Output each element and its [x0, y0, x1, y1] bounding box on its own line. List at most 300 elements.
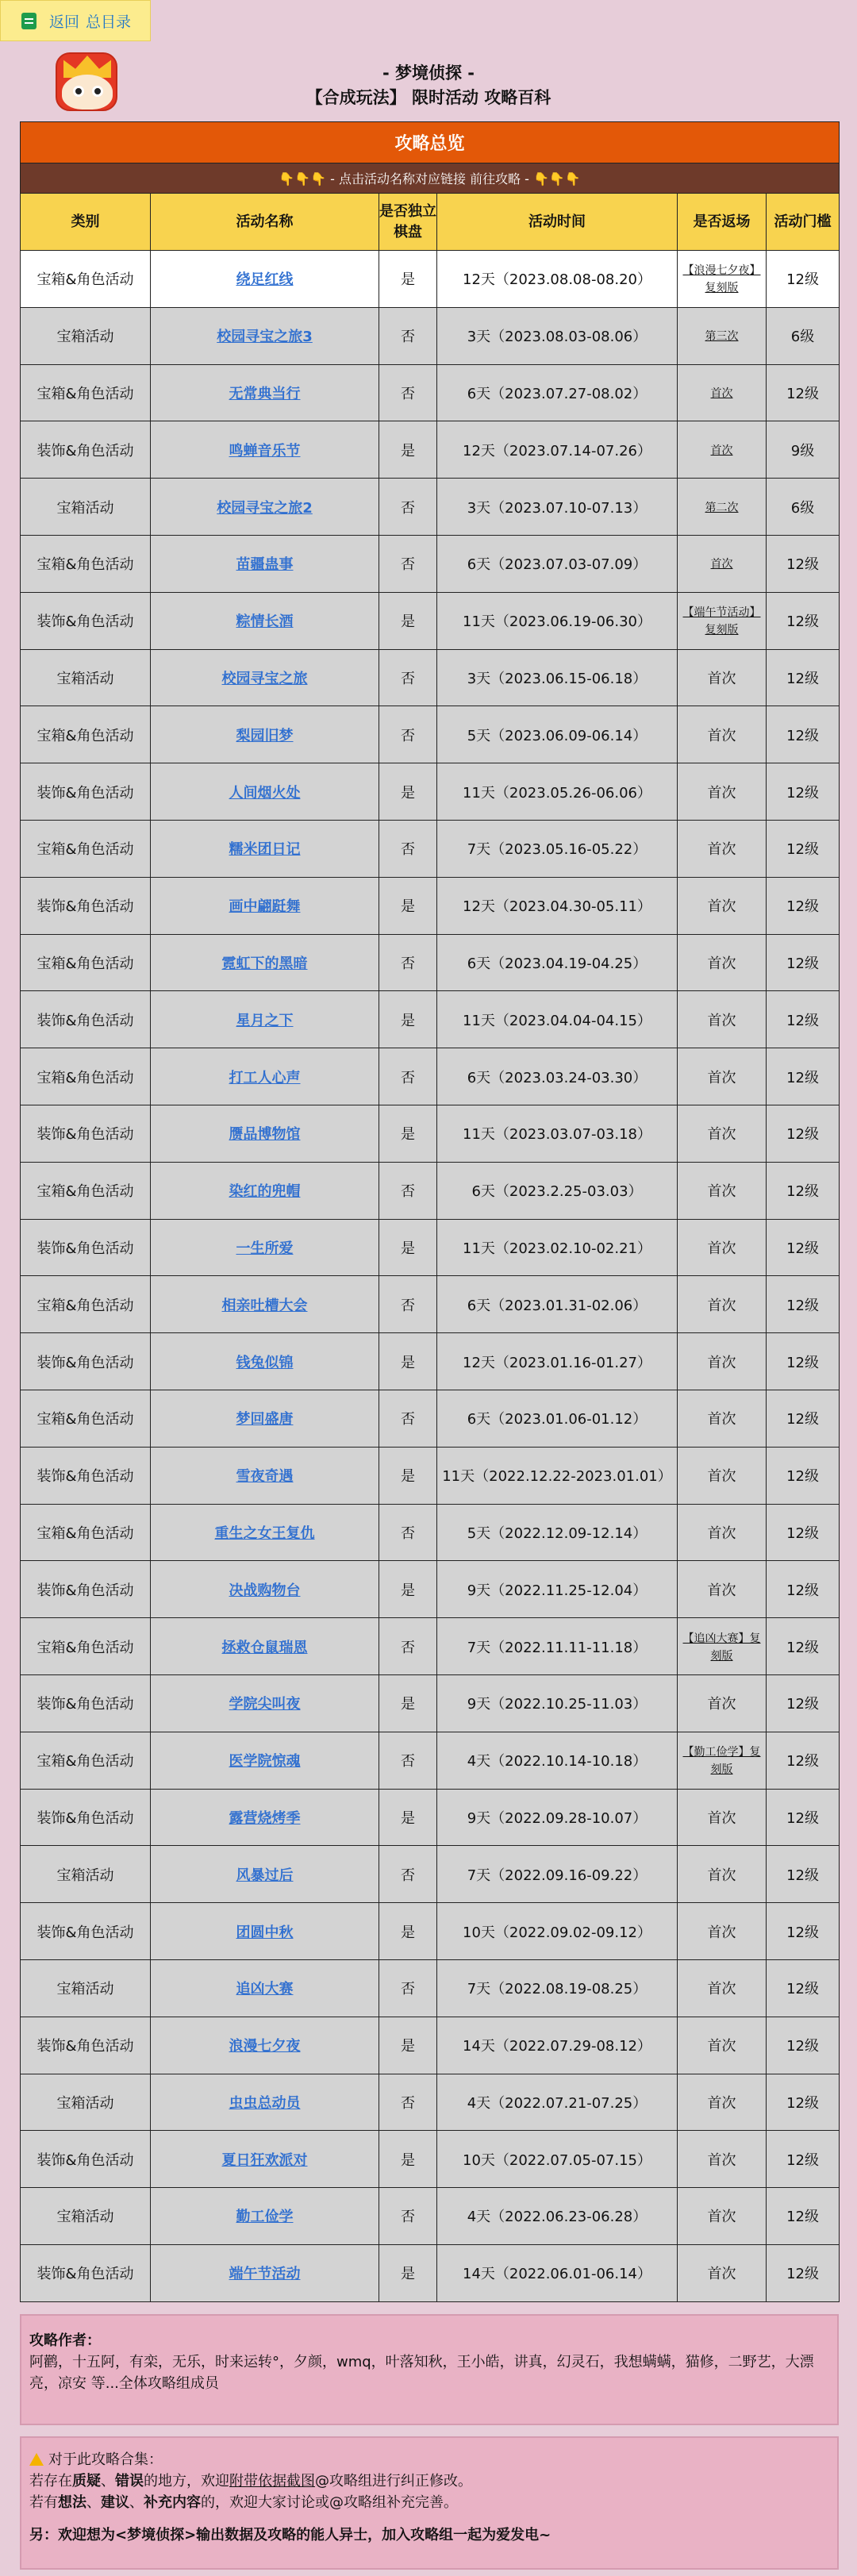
time-cell: 6天（2023.01.31-02.06）: [437, 1276, 678, 1333]
level-cell: 12级: [767, 1789, 840, 1846]
authors-heading: 攻略作者：: [29, 2332, 101, 2349]
level-cell: 6级: [767, 479, 840, 536]
activity-name-cell: [151, 2188, 379, 2245]
table-row: [21, 1333, 840, 1390]
table-row: [21, 1447, 840, 1504]
category-cell: 装饰&角色活动: [21, 1333, 151, 1390]
independent-cell: 是: [379, 592, 437, 649]
independent-cell: 是: [379, 1219, 437, 1276]
time-cell: 7天（2022.08.19-08.25）: [437, 1959, 678, 2017]
table-row: [21, 1846, 840, 1903]
level-cell: 12级: [767, 1447, 840, 1504]
rerun-cell: [678, 706, 767, 763]
activity-link[interactable]: 星月之下: [236, 1012, 294, 1029]
rerun-cell: [678, 592, 767, 649]
notes-intro: 对于此攻略合集：: [48, 2451, 163, 2468]
category-cell: 宝箱活动: [21, 2188, 151, 2245]
independent-cell: 否: [379, 479, 437, 536]
table-row: [21, 1276, 840, 1333]
table-row: [21, 1789, 840, 1846]
rerun-cell: [678, 2131, 767, 2188]
activity-name-cell: [151, 1903, 379, 1960]
level-cell: 12级: [767, 820, 840, 877]
time-cell: 6天（2023.01.06-01.12）: [437, 1390, 678, 1447]
level-cell: 12级: [767, 1732, 840, 1789]
activity-link[interactable]: 学院尖叫夜: [229, 1696, 301, 1713]
rerun-value: 首次: [707, 898, 736, 916]
activity-link[interactable]: 拯救仓鼠瑞恩: [221, 1639, 308, 1656]
independent-cell: 否: [379, 307, 437, 364]
table-row: [21, 1504, 840, 1561]
activity-name-cell: [151, 307, 379, 364]
time-cell: 7天（2023.05.16-05.22）: [437, 820, 678, 877]
level-cell: 12级: [767, 2188, 840, 2245]
category-cell: 装饰&角色活动: [21, 877, 151, 934]
column-header: 活动门槛: [767, 194, 840, 251]
time-cell: 3天（2023.06.15-06.18）: [437, 649, 678, 706]
activity-name-cell: [151, 763, 379, 821]
rerun-value: 首次: [707, 784, 736, 802]
time-cell: 12天（2023.01.16-01.27）: [437, 1333, 678, 1390]
rerun-value: 首次: [707, 1468, 736, 1486]
back-to-index-button[interactable]: [0, 0, 151, 41]
time-cell: 6天（2023.07.27-08.02）: [437, 364, 678, 421]
independent-cell: 否: [379, 1162, 437, 1219]
table-row: [21, 251, 840, 308]
category-cell: 装饰&角色活动: [21, 1219, 151, 1276]
time-cell: 6天（2023.07.03-07.09）: [437, 535, 678, 592]
level-cell: 12级: [767, 649, 840, 706]
level-cell: 12级: [767, 1048, 840, 1105]
rerun-cell: [678, 307, 767, 364]
level-cell: 12级: [767, 1959, 840, 2017]
rerun-value: 首次: [707, 670, 736, 687]
independent-cell: 否: [379, 2188, 437, 2245]
category-cell: 装饰&角色活动: [21, 1903, 151, 1960]
rerun-value: 【浪漫七夕夜】复刻版: [682, 264, 761, 295]
independent-cell: 否: [379, 2074, 437, 2131]
rerun-cell: [678, 1732, 767, 1789]
rerun-cell: [678, 1504, 767, 1561]
level-cell: 12级: [767, 592, 840, 649]
activity-name-cell: [151, 1789, 379, 1846]
rerun-value: 首次: [707, 2151, 736, 2169]
activity-name-cell: [151, 1447, 379, 1504]
time-cell: 14天（2022.07.29-08.12）: [437, 2017, 678, 2074]
independent-cell: 是: [379, 991, 437, 1048]
rerun-cell: [678, 2074, 767, 2131]
category-cell: 装饰&角色活动: [21, 991, 151, 1048]
independent-cell: 否: [379, 535, 437, 592]
authors-names: 阿鹳，十五阿，有栾，无乐，时来运转°，夕颜，wmq，叶落知秋，王小皓，讲真，幻灵石，我想螨螨，猫修，二野艺，大漂亮，凉安 等...全体攻略组成员: [29, 2354, 814, 2392]
activity-link[interactable]: 虫虫总动员: [229, 2094, 301, 2112]
category-cell: 宝箱&角色活动: [21, 1162, 151, 1219]
level-cell: 9级: [767, 421, 840, 479]
independent-cell: 是: [379, 2131, 437, 2188]
rerun-value: 首次: [707, 1809, 736, 1827]
independent-cell: 是: [379, 1105, 437, 1162]
level-cell: 12级: [767, 877, 840, 934]
level-cell: 12级: [767, 1162, 840, 1219]
rerun-value: 首次: [707, 1696, 736, 1713]
rerun-cell: [678, 820, 767, 877]
level-cell: 12级: [767, 706, 840, 763]
independent-cell: 否: [379, 820, 437, 877]
time-cell: 9天（2022.11.25-12.04）: [437, 1561, 678, 1618]
rerun-cell: [678, 934, 767, 991]
independent-cell: 是: [379, 251, 437, 308]
category-cell: 宝箱&角色活动: [21, 535, 151, 592]
level-cell: 12级: [767, 763, 840, 821]
category-cell: 宝箱&角色活动: [21, 1048, 151, 1105]
level-cell: 12级: [767, 2244, 840, 2301]
independent-cell: 是: [379, 1903, 437, 1960]
independent-cell: 是: [379, 421, 437, 479]
time-cell: 10天（2022.07.05-07.15）: [437, 2131, 678, 2188]
rerun-cell: [678, 1105, 767, 1162]
activity-link[interactable]: 鸣蝉音乐节: [229, 442, 301, 459]
rerun-value: 首次: [707, 1524, 736, 1542]
rerun-cell: [678, 1561, 767, 1618]
activity-link[interactable]: 钱兔似锦: [236, 1354, 294, 1371]
activity-link[interactable]: 校园寻宝之旅2: [217, 499, 313, 517]
activity-link[interactable]: 粽情长酒: [236, 613, 294, 631]
activity-link[interactable]: 霓虹下的黑暗: [221, 955, 308, 972]
rerun-value: 首次: [710, 558, 733, 571]
activity-name-cell: [151, 1846, 379, 1903]
time-cell: 6天（2023.03.24-03.30）: [437, 1048, 678, 1105]
time-cell: 9天（2022.10.25-11.03）: [437, 1674, 678, 1732]
category-cell: 装饰&角色活动: [21, 2244, 151, 2301]
activity-name-cell: [151, 251, 379, 308]
activity-link[interactable]: 梦回盛唐: [236, 1411, 294, 1428]
independent-cell: 是: [379, 877, 437, 934]
category-cell: 装饰&角色活动: [21, 1561, 151, 1618]
category-cell: 宝箱活动: [21, 1959, 151, 2017]
time-cell: 5天（2022.12.09-12.14）: [437, 1504, 678, 1561]
rerun-value: 首次: [707, 2266, 736, 2283]
time-cell: 14天（2022.06.01-06.14）: [437, 2244, 678, 2301]
activity-name-cell: [151, 1959, 379, 2017]
activity-link[interactable]: 团圆中秋: [236, 1924, 294, 1941]
activity-name-cell: [151, 1504, 379, 1561]
time-cell: 3天（2023.07.10-07.13）: [437, 479, 678, 536]
activity-name-cell: [151, 934, 379, 991]
activity-name-cell: [151, 479, 379, 536]
category-cell: 装饰&角色活动: [21, 2131, 151, 2188]
activity-link[interactable]: 一生所爱: [236, 1240, 294, 1257]
activity-name-cell: [151, 1561, 379, 1618]
independent-cell: 是: [379, 2244, 437, 2301]
table-row: [21, 364, 840, 421]
level-cell: 12级: [767, 1276, 840, 1333]
category-cell: 宝箱&角色活动: [21, 934, 151, 991]
independent-cell: 否: [379, 1276, 437, 1333]
independent-cell: 是: [379, 1561, 437, 1618]
level-cell: 12级: [767, 364, 840, 421]
rerun-value: 第三次: [705, 330, 739, 344]
time-cell: 11天（2023.04.04-04.15）: [437, 991, 678, 1048]
activity-name-cell: [151, 421, 379, 479]
activity-link[interactable]: 医学院惊魂: [229, 1753, 301, 1771]
rerun-value: 首次: [707, 1012, 736, 1029]
level-cell: 12级: [767, 1333, 840, 1390]
rerun-cell: [678, 1789, 767, 1846]
category-cell: 宝箱&角色活动: [21, 1732, 151, 1789]
level-cell: 12级: [767, 1219, 840, 1276]
time-cell: 10天（2022.09.02-09.12）: [437, 1903, 678, 1960]
category-cell: 宝箱活动: [21, 307, 151, 364]
table-row: [21, 877, 840, 934]
activity-link[interactable]: 夏日狂欢派对: [221, 2151, 308, 2169]
rerun-value: 【勤工俭学】复刻版: [682, 1746, 761, 1777]
category-cell: 装饰&角色活动: [21, 1789, 151, 1846]
table-row: [21, 1903, 840, 1960]
activity-link[interactable]: 糯米团日记: [229, 841, 301, 859]
activity-link[interactable]: 追凶大赛: [236, 1981, 294, 1998]
activity-name-cell: [151, 1162, 379, 1219]
independent-cell: 是: [379, 1447, 437, 1504]
time-cell: 4天（2022.07.21-07.25）: [437, 2074, 678, 2131]
rerun-value: 首次: [707, 2209, 736, 2226]
rerun-cell: [678, 1447, 767, 1504]
activity-link[interactable]: 人间烟火处: [229, 784, 301, 802]
activity-link[interactable]: 无常典当行: [229, 385, 301, 402]
category-cell: 装饰&角色活动: [21, 763, 151, 821]
time-cell: 7天（2022.11.11-11.18）: [437, 1618, 678, 1675]
independent-cell: 否: [379, 1959, 437, 2017]
level-cell: 12级: [767, 251, 840, 308]
category-cell: 宝箱活动: [21, 649, 151, 706]
activity-link[interactable]: 苗疆蛊事: [236, 556, 294, 574]
table-row: [21, 2244, 840, 2301]
level-cell: 12级: [767, 1561, 840, 1618]
activity-link[interactable]: 端午节活动: [229, 2266, 301, 2283]
rerun-cell: [678, 1390, 767, 1447]
activity-name-cell: [151, 592, 379, 649]
index-label: 总目录: [86, 13, 132, 31]
activity-link[interactable]: 露营烧烤季: [229, 1809, 301, 1827]
activity-link[interactable]: 风暴过后: [236, 1867, 294, 1884]
level-cell: 12级: [767, 1846, 840, 1903]
rerun-value: 首次: [707, 1069, 736, 1086]
independent-cell: 否: [379, 1390, 437, 1447]
activity-name-cell: [151, 1219, 379, 1276]
activity-link[interactable]: 校园寻宝之旅: [221, 670, 308, 687]
independent-cell: 否: [379, 1846, 437, 1903]
rerun-value: 首次: [707, 841, 736, 859]
activity-name-cell: [151, 1390, 379, 1447]
activity-link[interactable]: 雪夜奇遇: [236, 1468, 294, 1486]
category-cell: 宝箱活动: [21, 479, 151, 536]
activity-table: [20, 121, 840, 2302]
category-cell: 装饰&角色活动: [21, 1447, 151, 1504]
activity-link[interactable]: 染红的兜帽: [229, 1183, 301, 1201]
activity-name-cell: [151, 706, 379, 763]
activity-link[interactable]: 勤工俭学: [236, 2209, 294, 2226]
category-cell: 装饰&角色活动: [21, 421, 151, 479]
rerun-cell: [678, 763, 767, 821]
level-cell: 12级: [767, 991, 840, 1048]
rerun-value: 首次: [707, 1981, 736, 1998]
independent-cell: 是: [379, 763, 437, 821]
activity-link[interactable]: 浪漫七夕夜: [229, 2038, 301, 2055]
category-cell: 宝箱&角色活动: [21, 1504, 151, 1561]
rerun-value: 【追凶大赛】复刻版: [682, 1632, 761, 1663]
category-cell: 装饰&角色活动: [21, 2017, 151, 2074]
independent-cell: 否: [379, 649, 437, 706]
activity-name-cell: [151, 535, 379, 592]
category-cell: 宝箱&角色活动: [21, 251, 151, 308]
activity-link[interactable]: 校园寻宝之旅3: [217, 329, 313, 346]
activity-link[interactable]: 赝品博物馆: [229, 1126, 301, 1144]
activity-name-cell: [151, 649, 379, 706]
independent-cell: 否: [379, 364, 437, 421]
table-header-row: [21, 194, 840, 251]
level-cell: 12级: [767, 535, 840, 592]
level-cell: 12级: [767, 2017, 840, 2074]
independent-cell: 是: [379, 1333, 437, 1390]
level-cell: 12级: [767, 1674, 840, 1732]
table-row: [21, 1561, 840, 1618]
level-cell: 12级: [767, 1903, 840, 1960]
table-row: [21, 2017, 840, 2074]
table-title: 攻略总览: [21, 122, 840, 163]
table-row: [21, 1959, 840, 2017]
activity-link[interactable]: 梨园旧梦: [236, 727, 294, 744]
level-cell: 12级: [767, 1618, 840, 1675]
rerun-cell: [678, 535, 767, 592]
activity-name-cell: [151, 2244, 379, 2301]
rerun-value: 首次: [707, 1126, 736, 1144]
table-row: [21, 1732, 840, 1789]
time-cell: 4天（2022.06.23-06.28）: [437, 2188, 678, 2245]
activity-name-cell: [151, 2017, 379, 2074]
category-cell: 宝箱&角色活动: [21, 1276, 151, 1333]
table-row: [21, 592, 840, 649]
table-row: [21, 307, 840, 364]
rerun-value: 首次: [707, 955, 736, 972]
page-subtitle: 【合成玩法】 限时活动 攻略百科: [306, 88, 551, 107]
category-cell: 装饰&角色活动: [21, 1105, 151, 1162]
table-row: [21, 1048, 840, 1105]
notes-correction-line: 若存在质疑、错误的地方，欢迎附带依据截图@攻略组进行纠正修改。: [29, 2473, 472, 2489]
document-icon: [21, 13, 37, 29]
rerun-cell: [678, 1333, 767, 1390]
rerun-value: 首次: [707, 1183, 736, 1201]
rerun-value: 首次: [707, 1582, 736, 1599]
rerun-value: 首次: [710, 444, 733, 457]
rerun-cell: [678, 1674, 767, 1732]
back-label: 返回: [49, 13, 80, 31]
level-cell: 12级: [767, 2131, 840, 2188]
table-row: [21, 1162, 840, 1219]
activity-name-cell: [151, 1618, 379, 1675]
time-cell: 9天（2022.09.28-10.07）: [437, 1789, 678, 1846]
level-cell: 12级: [767, 1105, 840, 1162]
column-header: 活动时间: [437, 194, 678, 251]
time-cell: 4天（2022.10.14-10.18）: [437, 1732, 678, 1789]
independent-cell: 否: [379, 934, 437, 991]
rerun-value: 【端午节活动】复刻版: [682, 606, 761, 637]
page-title: - 梦境侦探 -: [382, 63, 475, 83]
table-row: [21, 1219, 840, 1276]
rerun-cell: [678, 1048, 767, 1105]
warning-icon: [29, 2453, 44, 2466]
table-row: [21, 2074, 840, 2131]
table-row: [21, 1674, 840, 1732]
table-row: [21, 535, 840, 592]
rerun-cell: [678, 251, 767, 308]
level-cell: 12级: [767, 2074, 840, 2131]
activity-name-cell: [151, 820, 379, 877]
activity-name-cell: [151, 991, 379, 1048]
activity-link[interactable]: 重生之女王复仇: [214, 1524, 315, 1542]
level-cell: 12级: [767, 1504, 840, 1561]
category-cell: 宝箱&角色活动: [21, 364, 151, 421]
activity-link[interactable]: 相亲吐槽大会: [221, 1297, 308, 1314]
category-cell: 装饰&角色活动: [21, 592, 151, 649]
table-row: [21, 2131, 840, 2188]
table-row: [21, 1390, 840, 1447]
category-cell: 宝箱&角色活动: [21, 706, 151, 763]
independent-cell: 否: [379, 1732, 437, 1789]
rerun-value: 首次: [707, 727, 736, 744]
table-row: [21, 2188, 840, 2245]
activity-link[interactable]: 画中翩跹舞: [229, 898, 301, 916]
category-cell: 宝箱活动: [21, 2074, 151, 2131]
time-cell: 11天（2023.02.10-02.21）: [437, 1219, 678, 1276]
rerun-cell: [678, 1276, 767, 1333]
table-row: [21, 820, 840, 877]
time-cell: 6天（2023.2.25-03.03）: [437, 1162, 678, 1219]
rerun-value: 首次: [707, 1354, 736, 1371]
rerun-cell: [678, 421, 767, 479]
rerun-cell: [678, 1162, 767, 1219]
activity-link[interactable]: 打工人心声: [229, 1069, 301, 1086]
independent-cell: 否: [379, 1504, 437, 1561]
rerun-cell: [678, 649, 767, 706]
notes-recruit-line: 另：欢迎想为<梦境侦探>输出数据及攻略的能人异士，加入攻略组一起为爱发电~: [29, 2527, 551, 2543]
column-header: 是否独立棋盘: [379, 194, 437, 251]
level-cell: 12级: [767, 1390, 840, 1447]
time-cell: 11天（2023.05.26-06.06）: [437, 763, 678, 821]
activity-name-cell: [151, 1674, 379, 1732]
activity-name-cell: [151, 877, 379, 934]
rerun-value: 首次: [707, 1411, 736, 1428]
time-cell: 3天（2023.08.03-08.06）: [437, 307, 678, 364]
time-cell: 11天（2023.03.07-03.18）: [437, 1105, 678, 1162]
activity-name-cell: [151, 1333, 379, 1390]
independent-cell: 否: [379, 1048, 437, 1105]
activity-name-cell: [151, 1732, 379, 1789]
time-cell: 12天（2023.04.30-05.11）: [437, 877, 678, 934]
time-cell: 7天（2022.09.16-09.22）: [437, 1846, 678, 1903]
rerun-value: 首次: [710, 386, 733, 400]
activity-name-cell: [151, 2074, 379, 2131]
rerun-cell: [678, 1959, 767, 2017]
level-cell: 12级: [767, 934, 840, 991]
rerun-cell: [678, 364, 767, 421]
table-tip: 👇👇👇 - 点击活动名称对应链接 前往攻略 - 👇👇👇: [21, 163, 840, 194]
rerun-value: 首次: [707, 1867, 736, 1884]
activity-link[interactable]: 绕足红线: [236, 271, 294, 289]
category-cell: 宝箱&角色活动: [21, 1390, 151, 1447]
table-row: [21, 1105, 840, 1162]
activity-link[interactable]: 决战购物台: [229, 1582, 301, 1599]
rerun-cell: [678, 991, 767, 1048]
rerun-cell: [678, 1219, 767, 1276]
